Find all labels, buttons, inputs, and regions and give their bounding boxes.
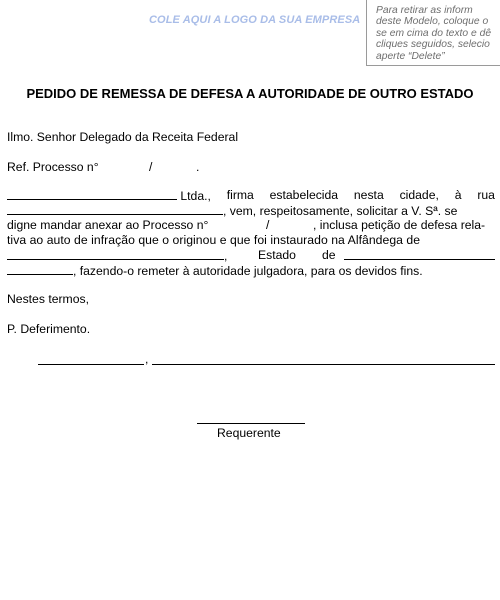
body-text: , inclusa petição de defesa rela- xyxy=(313,218,486,232)
body-text: tiva ao auto de infração que o originou e que foi instaurado na Alfândega de xyxy=(7,233,421,247)
body-text: cidade, xyxy=(399,188,439,202)
body-text: , xyxy=(224,249,228,263)
state-continuation-blank xyxy=(7,263,73,275)
reference-slash: / xyxy=(149,160,153,174)
note-line: deste Modelo, coloque o xyxy=(376,16,489,28)
signature-line xyxy=(197,423,305,424)
body-text: Ltda., xyxy=(180,189,211,203)
body-text: à xyxy=(454,188,462,202)
body-text: nesta xyxy=(353,188,384,202)
street-blank xyxy=(7,203,223,215)
logo-placeholder: COLE AQUI A LOGO DA SUA EMPRESA xyxy=(149,14,361,26)
place-date-comma: , xyxy=(145,352,149,366)
note-line: Para retirar as inform xyxy=(376,5,473,16)
body-text: , fazendo-o remeter à autoridade julgadora, para os devidos fins. xyxy=(73,264,423,278)
body-text: , vem, respeitosamente, solicitar a V. Sª. se xyxy=(223,204,458,218)
note-line: aperte “Delete” xyxy=(376,50,445,62)
body-line-4 xyxy=(7,233,495,248)
body-text: rua xyxy=(477,188,495,202)
deferment-text: P. Deferimento. xyxy=(7,322,91,336)
instructions-note xyxy=(366,0,500,66)
note-line: cliques seguidos, selecio xyxy=(376,39,490,51)
body-line-1 xyxy=(7,188,495,203)
customs-location-blank xyxy=(7,248,224,260)
closing-text: Nestes termos, xyxy=(7,292,89,306)
body-line-6 xyxy=(7,263,495,278)
company-name-blank xyxy=(7,188,177,200)
salutation: Ilmo. Senhor Delegado da Receita Federal xyxy=(7,130,239,144)
body-line-3 xyxy=(7,218,495,233)
note-line: se em cima do texto e dê xyxy=(376,27,492,39)
body-line-2 xyxy=(7,203,495,218)
date-blank xyxy=(152,364,495,365)
place-blank xyxy=(38,364,144,365)
body-text: estabelecida xyxy=(269,188,339,202)
requester-label: Requerente xyxy=(217,426,281,440)
body-line-5 xyxy=(7,248,495,263)
state-blank xyxy=(344,248,495,260)
body-text: de xyxy=(322,248,336,262)
body-text: Estado xyxy=(258,248,296,262)
body-text: / xyxy=(266,218,270,232)
body-text: digne mandar anexar ao Processo n° xyxy=(7,218,209,232)
request-body xyxy=(7,188,495,278)
document-title: PEDIDO DE REMESSA DE DEFESA A AUTORIDADE DE OUTRO ESTADO xyxy=(26,86,474,101)
body-text: firma xyxy=(226,188,254,202)
reference-dot: . xyxy=(196,160,200,174)
reference-label: Ref. Processo n° xyxy=(7,160,99,174)
